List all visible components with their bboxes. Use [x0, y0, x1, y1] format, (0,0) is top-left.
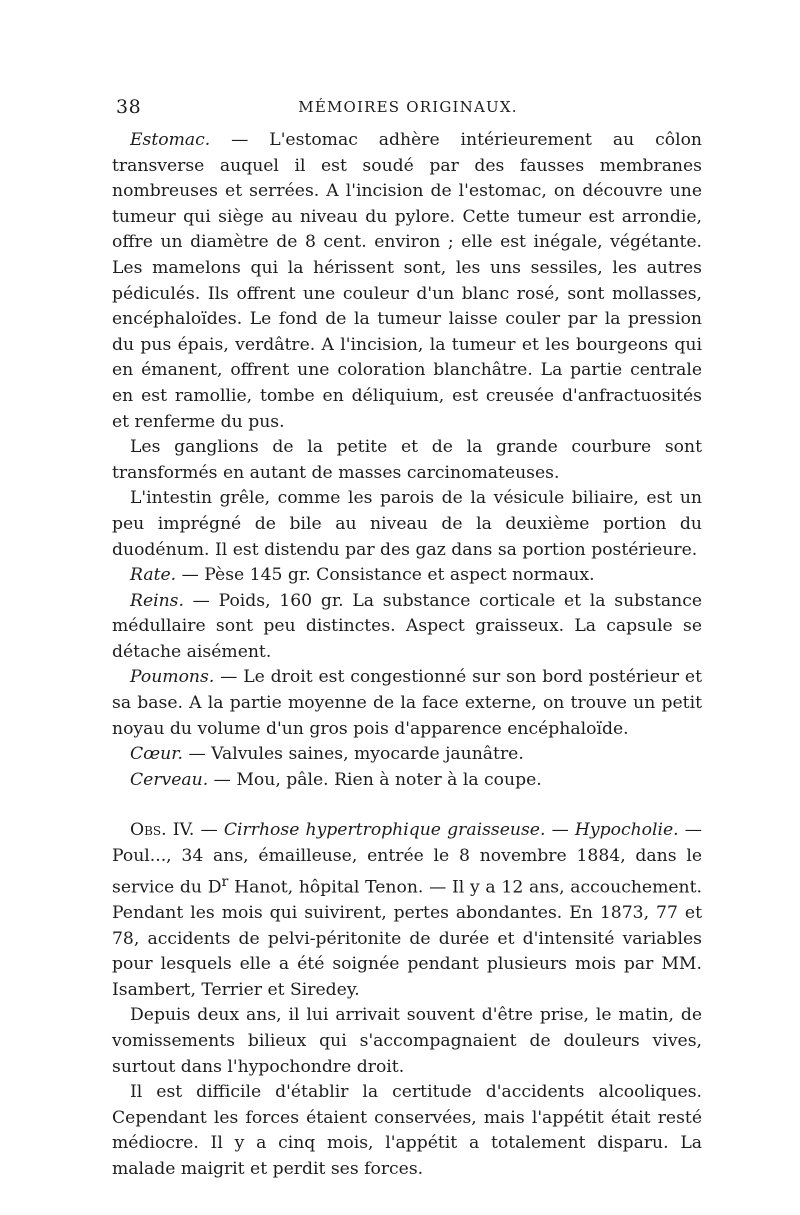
paragraph-reins [112, 589, 702, 666]
section-label: Rate. [130, 565, 177, 586]
paragraph-text: — Mou, pâle. Rien à noter à la coupe. [208, 769, 542, 790]
paragraph-text: — Poids, 160 gr. La substance corticale et la substance médullaire sont peu distinctes. Aspect graisseux. La capsule se détache aisément. [112, 590, 702, 662]
paragraph-text: Depuis deux ans, il lui arrivait souvent d'être prise, le matin, de vomissements bilieux qui s'accompagnaient de douleurs vives, surtout dans l'hypochondre droit. [112, 1005, 702, 1077]
section-gap [112, 793, 702, 818]
paragraph-cerveau [112, 768, 702, 794]
paragraph-text: Il est difficile d'établir la certitude d'accidents alcooliques. Cependant les forces étaient conservées, mais l'appétit était resté médiocre. Il y a cinq mois, l'appétit a totalement disparu. La malade maigrit et perdit ses forces. [112, 1082, 702, 1179]
separator: — [194, 820, 224, 841]
paragraph-ganglions [112, 435, 702, 486]
observation-title: Cirrhose hypertrophique graisseuse. [223, 820, 546, 841]
paragraph-text: — L'estomac adhère intérieurement au côlon transverse auquel il est soudé par des fausses membranes nombreuses et serrées. A l'incision de l'estomac, on découvre une tumeur qui siège au niveau du pylore. Cette tumeur est arrondie, offre un diamètre de 8 cent. environ ; elle est inégale, végétante. Les mamelons qui la hérissent sont, les uns sessiles, les autres pédiculés. Ils offrent une couleur d'un blanc rosé, sont mollasses, encéphaloïdes. Le fond de la tumeur laisse couler par la pression du pus épais, verdâtre. A l'incision, la tumeur et les bourgeons qui en émanent, offrent une coloration blanchâtre. La partie centrale en est ramollie, tombe en déliquium, est creusée d'anfractuosités et renferme du pus. [112, 130, 702, 432]
paragraph-alcooliques [112, 1080, 702, 1182]
paragraph-text: — Le droit est congestionné sur son bord postérieur et sa base. A la partie moyenne de la face externe, on trouve un petit noyau du volume d'un gros pois d'apparence encéphaloïde. [112, 667, 702, 739]
observation-intro-rest: Hanot, hôpital Tenon. — Il y a 12 ans, accouchement. Pendant les mois qui suivirent, pertes abondantes. En 1873, 77 et 78, accidents de pelvi-péritonite de durée et d'intensité variables pour lesquels elle a été soignée pendant plusieurs mois par MM. Isambert, Terrier et Siredey. [112, 877, 702, 1000]
paragraph-text: — Valvules saines, myocarde jaunâtre. [183, 744, 524, 765]
paragraph-text: L'intestin grêle, comme les parois de la vésicule biliaire, est un peu imprégné de bile au niveau de la deuxième portion du duodénum. Il est distendu par des gaz dans sa portion postérieure. [112, 488, 702, 560]
section-label: Reins. [130, 590, 184, 611]
running-head [116, 96, 700, 126]
running-title: MÉMOIRES ORIGINAUX. [298, 98, 518, 116]
paragraph-poumons [112, 665, 702, 742]
paragraph-coeur [112, 742, 702, 768]
paragraph-intestin [112, 486, 702, 563]
section-label: Cœur. [130, 744, 184, 765]
observation-subtitle: Hypocholie. [574, 820, 679, 841]
separator: — [545, 820, 575, 841]
paragraph-text: Les ganglions de la petite et de la grande courbure sont transformés en autant de masses carcinomateuses. [112, 437, 702, 483]
paragraph-rate [112, 563, 702, 589]
section-label: Cerveau. [130, 769, 209, 790]
doctor-superscript: r [221, 873, 229, 890]
observation-heading: Obs. IV. [130, 820, 195, 841]
observation-intro: — Poul..., 34 ans, émailleuse, entrée le 8 novembre 1884, dans le service du D [112, 820, 702, 898]
page-number: 38 [116, 96, 142, 118]
body-text [112, 128, 702, 1182]
observation-paragraph [112, 818, 702, 1003]
paragraph-estomac [112, 128, 702, 435]
section-label: Poumons. [130, 667, 215, 688]
paragraph-text: — Pèse 145 gr. Consistance et aspect normaux. [176, 565, 595, 586]
section-label: Estomac. [130, 130, 211, 150]
paragraph-vomissements [112, 1003, 702, 1080]
